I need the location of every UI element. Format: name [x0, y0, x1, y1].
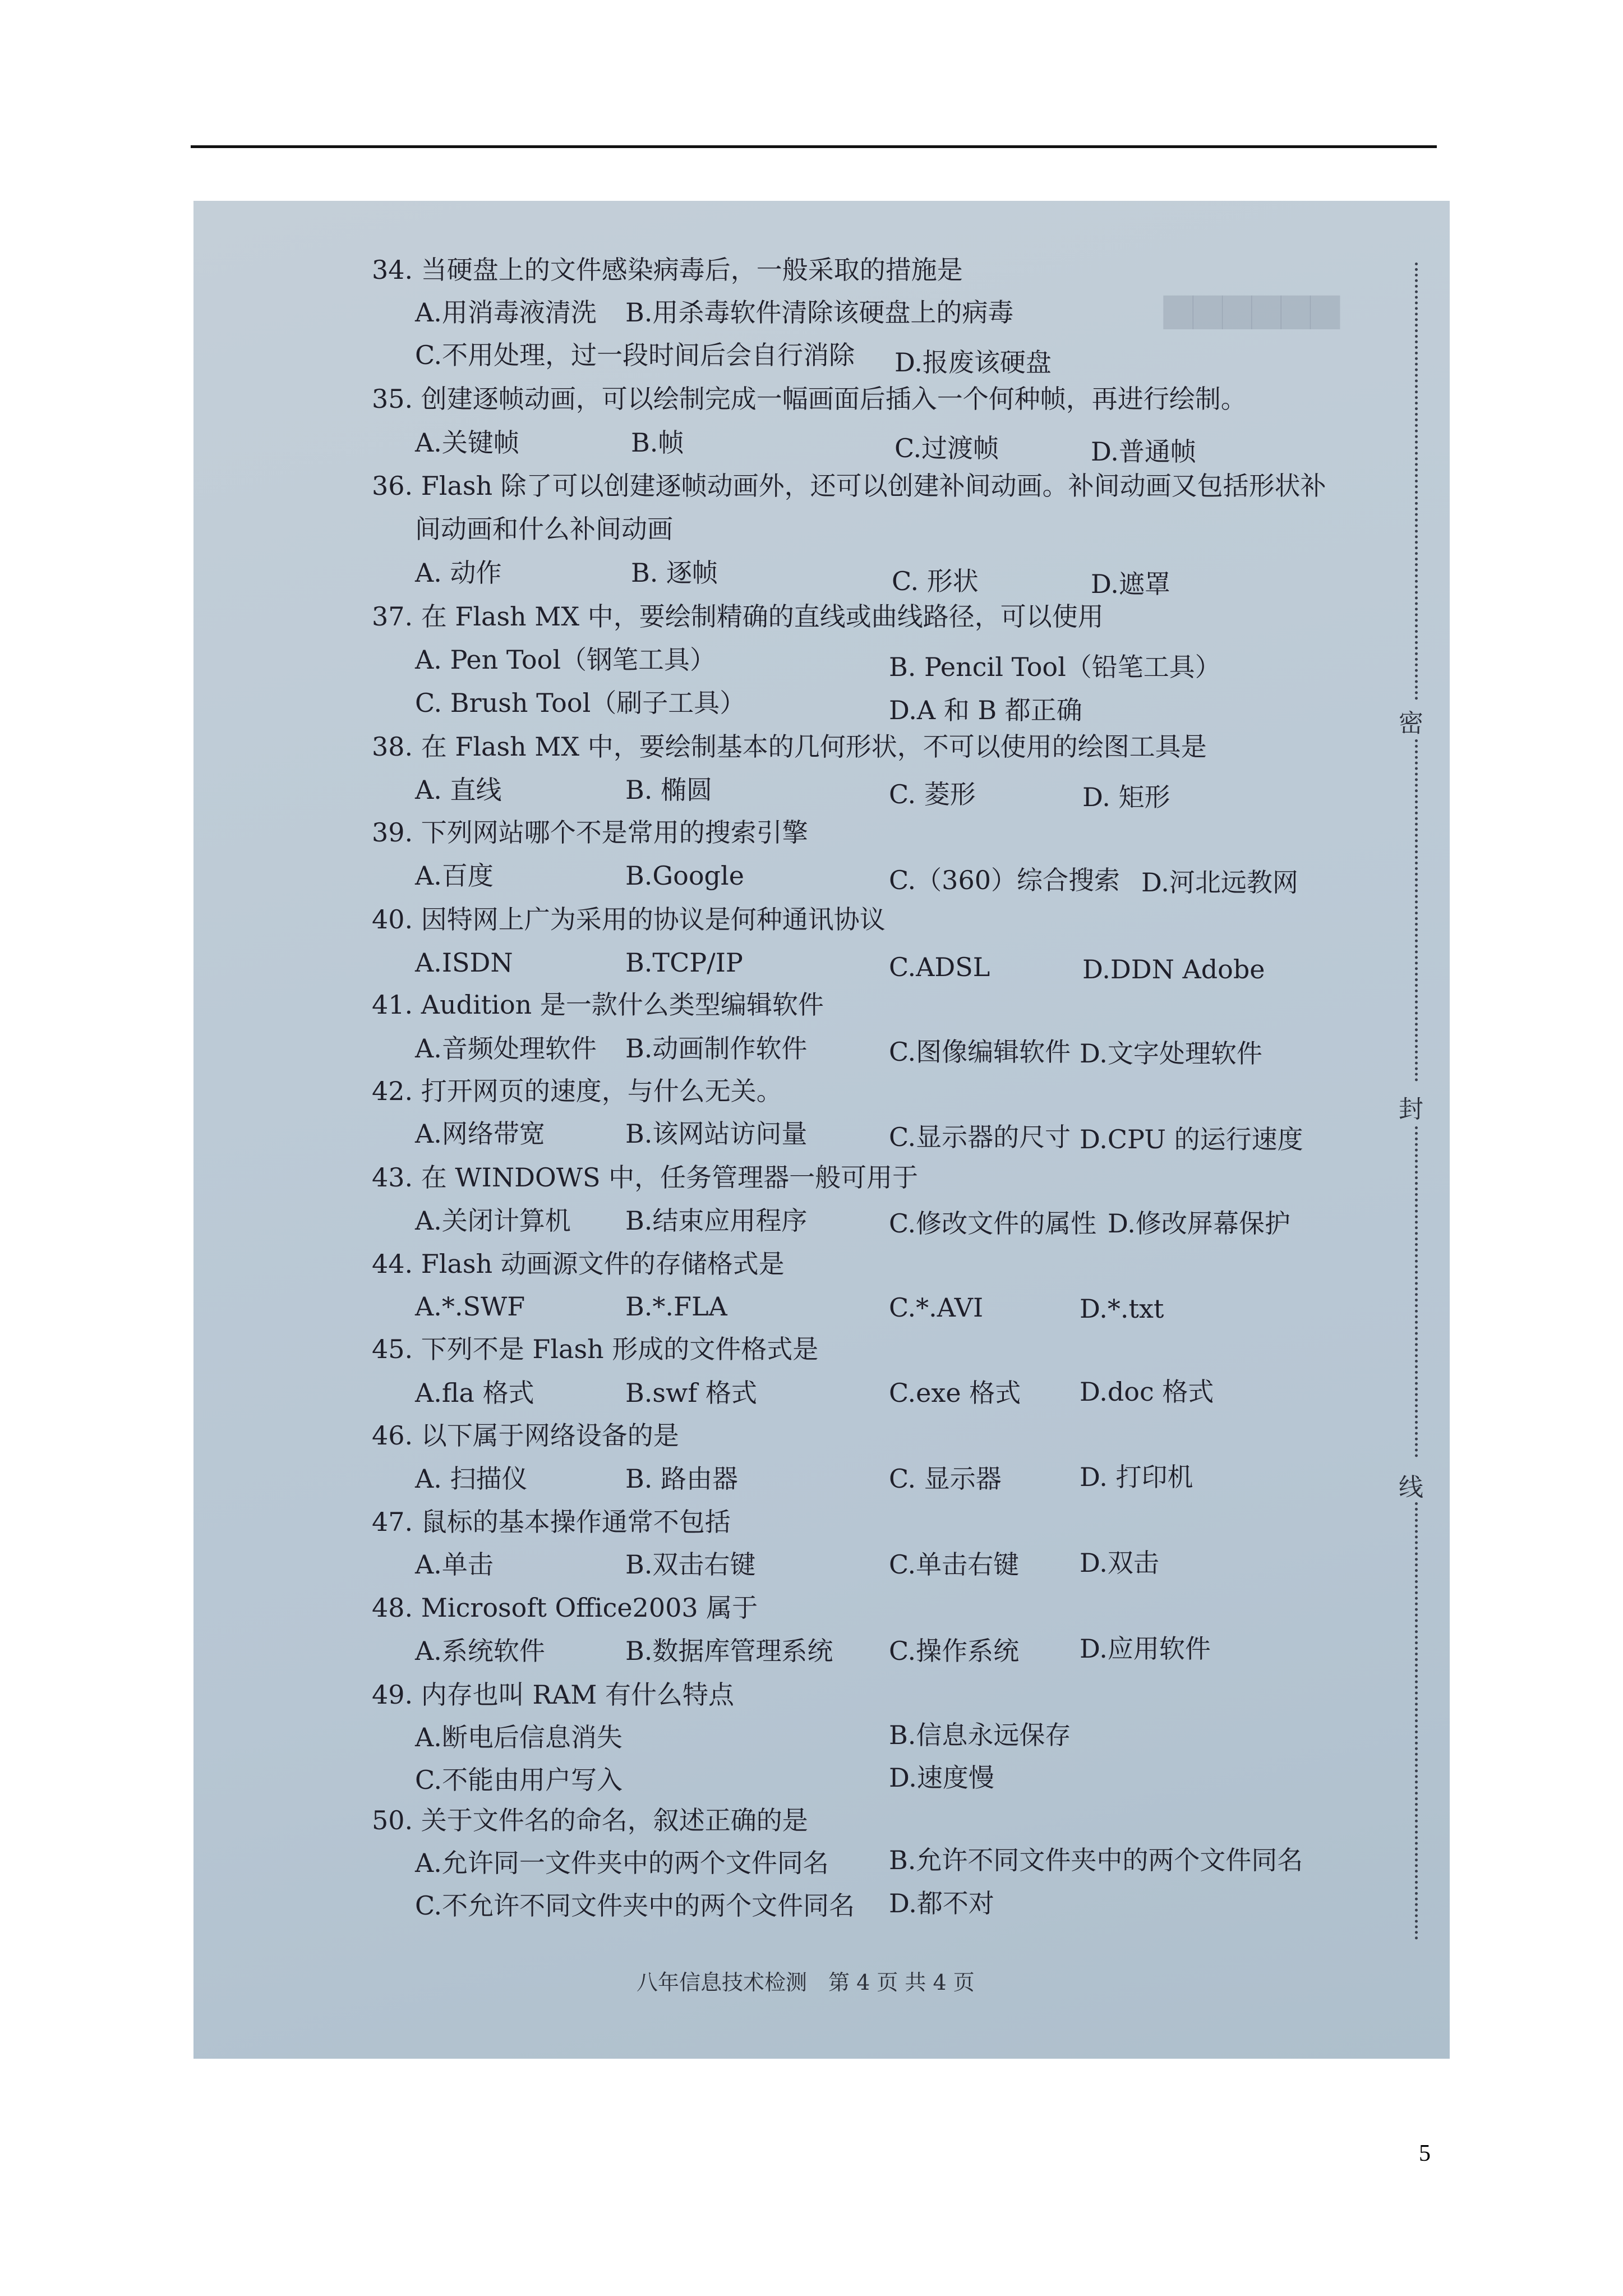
option: D.修改屏幕保护 — [1108, 1208, 1290, 1239]
option: D.CPU 的运行速度 — [1080, 1124, 1303, 1154]
question-stem: 45. 下列不是 Flash 形成的文件格式是 — [372, 1334, 819, 1364]
option: A. 直线 — [415, 775, 502, 805]
exam-page-photo — [193, 201, 1450, 2059]
seal-mark-xian: 线 — [1399, 1473, 1423, 1502]
option: B.*.FLA — [625, 1291, 727, 1322]
question-stem: 38. 在 Flash MX 中，要绘制基本的几何形状，不可以使用的绘图工具是 — [372, 731, 1207, 762]
question-stem: 41. Audition 是一款什么类型编辑软件 — [372, 990, 824, 1020]
question-stem: 39. 下列网站哪个不是常用的搜索引擎 — [372, 817, 808, 848]
option: C. 菱形 — [889, 779, 976, 809]
seal-dotted-line — [1415, 739, 1418, 1082]
option: B.swf 格式 — [625, 1378, 758, 1408]
option: B. 逐帧 — [631, 558, 718, 588]
option: C.单击右键 — [889, 1549, 1020, 1580]
option: B.动画制作软件 — [625, 1033, 808, 1064]
option: C.不能由用户写入 — [415, 1765, 623, 1795]
option: B.Google — [625, 861, 744, 891]
question-stem: 42. 打开网页的速度，与什么无关。 — [372, 1076, 782, 1106]
option: D.普通帧 — [1091, 436, 1196, 467]
option: A.fla 格式 — [415, 1378, 534, 1408]
option: D.A 和 B 都正确 — [889, 695, 1082, 725]
option: C.图像编辑软件 — [889, 1037, 1071, 1067]
question-stem: 36. Flash 除了可以创建逐帧动画外，还可以创建补间动画。补间动画又包括形状补 — [372, 471, 1326, 501]
option: C.操作系统 — [889, 1636, 1020, 1666]
question-stem: 43. 在 WINDOWS 中，任务管理器一般可用于 — [372, 1162, 919, 1193]
seal-mark-mi: 密 — [1399, 709, 1423, 738]
option: A.单击 — [415, 1549, 494, 1580]
bleed-through-decoration: ▆▆▆▆▆▆ — [1164, 285, 1340, 329]
option: D.都不对 — [889, 1888, 994, 1918]
option: D.河北远教网 — [1141, 867, 1298, 898]
option: C. 形状 — [892, 566, 979, 596]
option: D.速度慢 — [889, 1763, 994, 1793]
option: C.不允许不同文件夹中的两个文件同名 — [415, 1890, 855, 1921]
option: B. Pencil Tool（铅笔工具） — [889, 652, 1221, 682]
question-stem: 44. Flash 动画源文件的存储格式是 — [372, 1249, 785, 1279]
option: C.exe 格式 — [889, 1378, 1021, 1408]
option: A.关键帧 — [415, 427, 519, 458]
seal-mark-feng: 封 — [1399, 1095, 1423, 1124]
option: A. Pen Tool（钢笔工具） — [415, 645, 716, 675]
option: C.不用处理，过一段时间后会自行消除 — [415, 340, 855, 370]
option: D. 矩形 — [1082, 782, 1170, 812]
option: C. Brush Tool（刷子工具） — [415, 688, 746, 718]
question-stem: 34. 当硬盘上的文件感染病毒后，一般采取的措施是 — [372, 255, 963, 285]
question-stem: 35. 创建逐帧动画，可以绘制完成一幅画面后插入一个何种帧，再进行绘制。 — [372, 384, 1247, 414]
option: D.报废该硬盘 — [895, 347, 1052, 378]
question-stem: 40. 因特网上广为采用的协议是何种通讯协议 — [372, 904, 886, 935]
seal-dotted-line — [1415, 1502, 1418, 1940]
option: B.数据库管理系统 — [625, 1636, 833, 1666]
option: B. 椭圆 — [625, 775, 713, 805]
option: A.关闭计算机 — [415, 1205, 571, 1236]
option: D. 打印机 — [1080, 1462, 1193, 1492]
option: D.文字处理软件 — [1080, 1038, 1262, 1069]
option: A.系统软件 — [415, 1636, 545, 1666]
option: A.断电后信息消失 — [415, 1722, 623, 1752]
question-stem: 37. 在 Flash MX 中，要绘制精确的直线或曲线路径，可以使用 — [372, 601, 1104, 632]
option: D.应用软件 — [1080, 1634, 1211, 1664]
option: D.DDN Adobe — [1082, 954, 1265, 984]
option: D.*.txt — [1080, 1294, 1164, 1324]
question-stem: 46. 以下属于网络设备的是 — [372, 1420, 679, 1451]
option: C.过渡帧 — [895, 433, 999, 463]
page-footer: 八年信息技术检测 第 4 页 共 4 页 — [637, 1970, 975, 1995]
header-rule — [191, 145, 1437, 148]
question-stem: 49. 内存也叫 RAM 有什么特点 — [372, 1680, 734, 1710]
seal-dotted-line — [1415, 1126, 1418, 1457]
option: B.双击右键 — [625, 1549, 756, 1580]
option: D.doc 格式 — [1080, 1377, 1214, 1407]
option: B.帧 — [631, 427, 684, 458]
option: C. 显示器 — [889, 1464, 1002, 1494]
option: C.（360）综合搜索 — [889, 865, 1120, 895]
question-stem: 50. 关于文件名的命名，叙述正确的是 — [372, 1805, 808, 1835]
question-stem-continuation: 间动画和什么补间动画 — [415, 514, 673, 544]
question-stem: 48. Microsoft Office2003 属于 — [372, 1593, 758, 1623]
option: B.允许不同文件夹中的两个文件同名 — [889, 1845, 1303, 1875]
option: C.显示器的尺寸 — [889, 1122, 1071, 1152]
option: B.该网站访问量 — [625, 1119, 808, 1149]
option: A.ISDN — [415, 947, 513, 978]
option: A.音频处理软件 — [415, 1033, 597, 1064]
option: B.TCP/IP — [625, 947, 743, 978]
option: B.用杀毒软件清除该硬盘上的病毒 — [625, 297, 1014, 328]
option: A.*.SWF — [415, 1291, 525, 1322]
page-number: 5 — [1419, 2141, 1431, 2166]
option: B. 路由器 — [625, 1464, 739, 1494]
option: A. 动作 — [415, 558, 502, 588]
option: C.ADSL — [889, 952, 990, 982]
seal-dotted-line — [1415, 263, 1418, 700]
option: A.用消毒液清洗 — [415, 297, 597, 328]
option: A.百度 — [415, 861, 494, 891]
option: B.结束应用程序 — [625, 1205, 808, 1236]
option: D.遮罩 — [1091, 569, 1170, 599]
option: A.允许同一文件夹中的两个文件同名 — [415, 1848, 829, 1878]
option: A. 扫描仪 — [415, 1464, 528, 1494]
option: B.信息永远保存 — [889, 1720, 1071, 1750]
question-stem: 47. 鼠标的基本操作通常不包括 — [372, 1507, 731, 1537]
option: C.*.AVI — [889, 1292, 984, 1323]
option: A.网络带宽 — [415, 1119, 545, 1149]
option: C.修改文件的属性 — [889, 1208, 1097, 1239]
option: D.双击 — [1080, 1548, 1159, 1578]
